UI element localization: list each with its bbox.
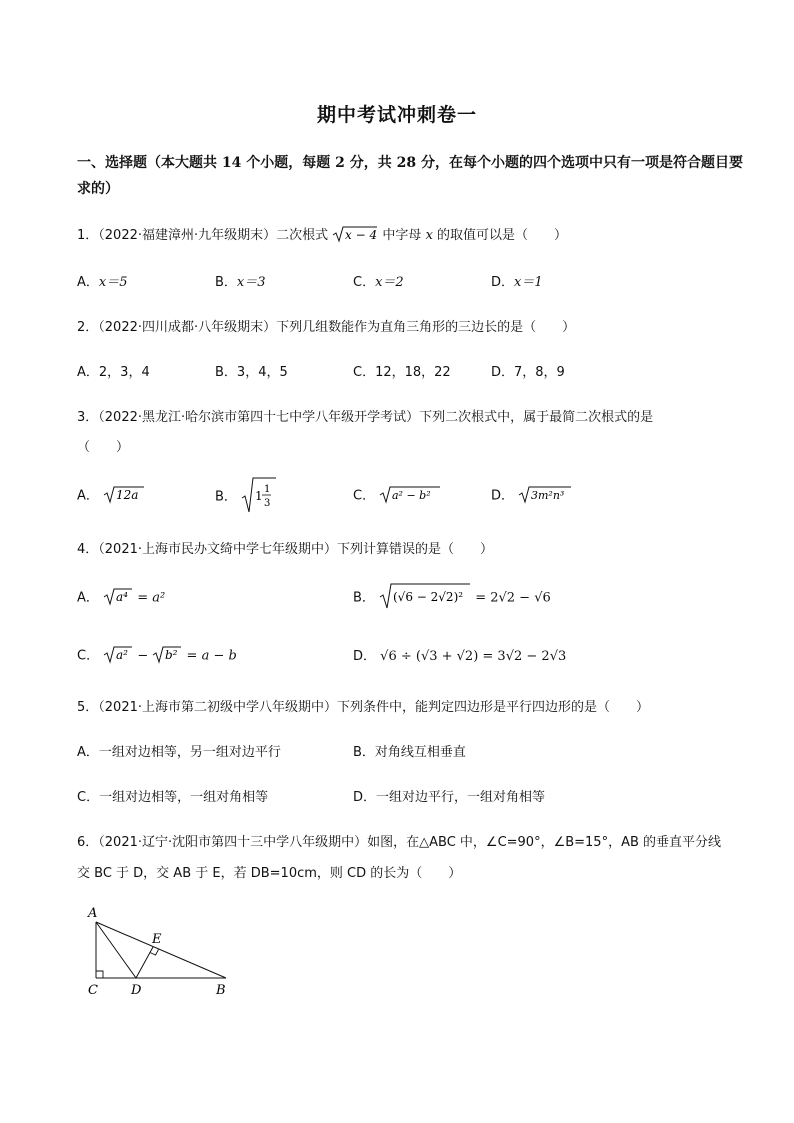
label-C: C <box>88 983 98 998</box>
q5-option-a[interactable]: A．一组对边相等，另一组对边平行 <box>77 745 281 760</box>
q1-option-c[interactable]: C．x＝2 <box>353 275 404 290</box>
q4-option-b[interactable]: B． (√6 − 2√2)² = 2√2 − √6 <box>353 582 551 614</box>
svg-text:b²: b² <box>165 648 178 662</box>
svg-text:1: 1 <box>255 489 263 503</box>
q5-option-d[interactable]: D．一组对边平行，一组对角相等 <box>353 790 546 805</box>
q4-option-a[interactable]: A． a⁴ = a² <box>77 590 166 606</box>
q1-radical <box>332 225 378 247</box>
q4-option-d[interactable]: D． √6 ÷ (√3 + √2) = 3√2 − 2√3 <box>353 649 567 664</box>
q3-option-d[interactable]: D． 3m²n³ <box>491 484 572 508</box>
q2-option-b[interactable]: B．3，4，5 <box>215 365 288 380</box>
section-heading-line2: 求的） <box>77 181 119 197</box>
label-E: E <box>152 932 162 947</box>
svg-text:a²: a² <box>116 648 129 662</box>
svg-text:12a: 12a <box>116 488 139 502</box>
q3-option-a[interactable]: A． 12a <box>77 484 145 508</box>
segment-DE <box>136 947 153 978</box>
page-title: 期中考试冲刺卷一 <box>316 104 477 126</box>
q1-prefix: 1．（2022·福建漳州·九年级期末）二次根式 <box>77 228 329 243</box>
question-1-stem <box>77 224 567 247</box>
question-3-stem-line2: （ ） <box>77 440 130 455</box>
q5-option-b[interactable]: B．对角线互相垂直 <box>353 745 466 760</box>
q2-option-a[interactable]: A．2，3，4 <box>77 365 150 380</box>
q1-option-a[interactable]: A．x＝5 <box>77 275 128 290</box>
q1-option-d[interactable]: D．x＝1 <box>491 275 543 290</box>
question-4-stem: 4．（2021·上海市民办文绮中学七年级期中）下列计算错误的是（ ） <box>77 542 493 557</box>
q5-option-c[interactable]: C．一组对边相等，一组对角相等 <box>77 790 269 805</box>
svg-text:3m²n³: 3m²n³ <box>531 489 565 502</box>
q1-radicand: x − 4 <box>345 227 378 242</box>
question-3-stem-line1: 3．（2022·黑龙江·哈尔滨市第四十七中学八年级开学考试）下列二次根式中，属于最简二次根式的是 <box>77 410 654 425</box>
label-B: B <box>216 983 226 998</box>
svg-text:1: 1 <box>264 484 271 495</box>
label-D: D <box>131 983 142 998</box>
question-5-stem: 5．（2021·上海市第二初级中学八年级期中）下列条件中，能判定四边形是平行四边形的是（ ） <box>77 700 649 715</box>
q1-option-b[interactable]: B．x＝3 <box>215 275 266 290</box>
svg-text:a⁴: a⁴ <box>116 590 129 604</box>
q6-triangle-figure <box>80 900 240 1004</box>
q2-option-c[interactable]: C．12，18，22 <box>353 365 451 380</box>
q3-option-b[interactable]: B． 1 1 3 <box>215 476 277 518</box>
q2-option-d[interactable]: D．7，8，9 <box>491 365 565 380</box>
label-A: A <box>88 906 98 921</box>
q3-option-c[interactable]: C． a² − b² <box>353 484 441 508</box>
question-6-stem-line1: 6．（2021·辽宁·沈阳市第四十三中学八年级期中）如图，在△ABC 中，∠C=90°，∠B=15°，AB 的垂直平分线 <box>77 835 722 850</box>
svg-text:(√6 − 2√2)²: (√6 − 2√2)² <box>393 590 464 604</box>
q4-option-c[interactable]: C． a² − b² = a − b <box>77 648 237 664</box>
right-angle-mark-C <box>96 971 103 978</box>
svg-text:3: 3 <box>264 498 271 509</box>
q1-mid: 中字母 <box>382 228 422 243</box>
q1-suffix: 的取值可以是（ ） <box>437 228 568 243</box>
svg-text:a² − b²: a² − b² <box>392 489 431 502</box>
q1-var: x <box>425 228 433 243</box>
question-2-stem: 2．（2022·四川成都·八年级期末）下列几组数能作为直角三角形的三边长的是（ ） <box>77 320 576 335</box>
question-6-stem-line2: 交 BC 于 D，交 AB 于 E，若 DB=10cm，则 CD 的长为（ ） <box>77 866 462 881</box>
section-heading-line1: 一、选择题（本大题共 14 个小题，每题 2 分，共 28 分，在每个小题的四个选项中只有一项是符合题目要 <box>77 155 743 171</box>
